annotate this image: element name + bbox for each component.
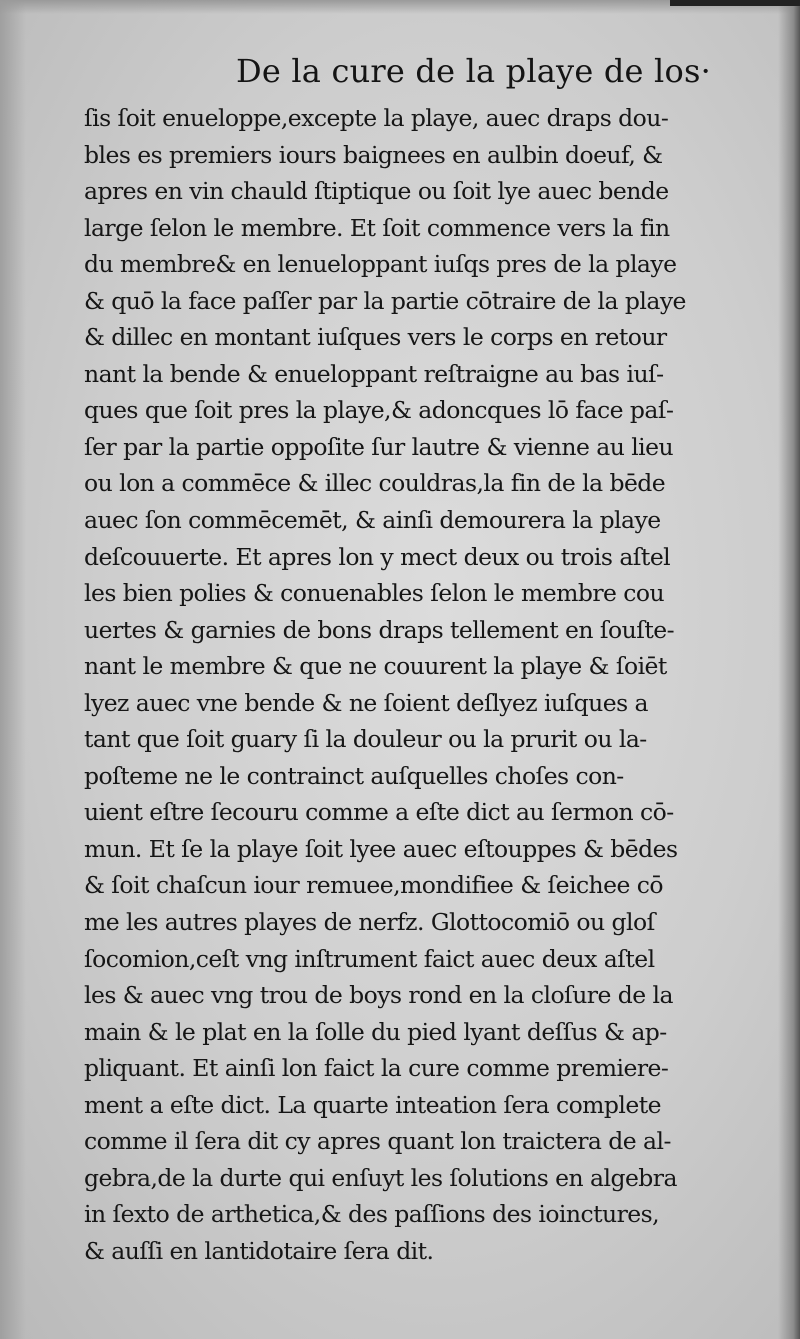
page-shadow-left — [0, 0, 26, 1339]
text-line: & dillec en montant iuſques vers le corps en retour — [84, 323, 667, 352]
body-text — [84, 100, 724, 1270]
text-line: poſteme ne le contrainct auſquelles choſes con- — [84, 761, 624, 790]
text-line: main & le plat en la ſolle du pied lyant deſſus & ap- — [84, 1017, 667, 1046]
text-line: ſer par la partie oppoſite ſur lautre & vienne au lieu — [84, 432, 674, 461]
text-line: lyez auec vne bende & ne ſoient deſlyez iuſques a — [84, 688, 648, 717]
text-line: deſcouuerte. Et apres lon y mect deux ou trois aſtel — [84, 542, 671, 571]
text-line: mun. Et ſe la playe ſoit lyee auec eſtouppes & bēdes — [84, 834, 678, 863]
text-line: & quō la face paſſer par la partie cōtraire de la playe — [84, 286, 686, 315]
text-line: ques que ſoit pres la playe,& adoncques lō face paſ- — [84, 396, 674, 425]
text-line: ou lon a commēce & illec couldras,la fin de la bēde — [84, 469, 666, 498]
page-edge-mark — [670, 0, 800, 6]
text-line: me les autres playes de nerfz. Glottocomiō ou gloſ — [84, 908, 655, 937]
text-line: du membre& en lenueloppant iuſqs pres de la playe — [84, 250, 677, 279]
running-head: De la cure de la playe de los· — [236, 52, 711, 90]
text-line: comme il ſera dit cy apres quant lon traictera de al- — [84, 1127, 671, 1156]
text-line: bles es premiers iours baignees en aulbin doeuf, & — [84, 140, 663, 169]
text-line: tant que ſoit guary ſi la douleur ou la prurit ou la- — [84, 725, 647, 754]
text-line: ſis ſoit enueloppe,excepte la playe, auec draps dou- — [84, 104, 669, 132]
page-edge-right — [778, 0, 800, 1339]
text-line: apres en vin chauld ſtiptique ou ſoit lye auec bende — [84, 177, 669, 206]
text-line: gebra,de la durte qui enſuyt les ſolutions en algebra — [84, 1163, 677, 1192]
text-line: ment a eſte dict. La quarte inteation ſera complete — [84, 1090, 661, 1119]
text-line: les bien polies & conuenables ſelon le membre cou — [84, 579, 665, 608]
text-line: uient eſtre ſecouru comme a eſte dict au ſermon cō- — [84, 798, 674, 827]
text-line: pliquant. Et ainſi lon faict la cure comme premiere- — [84, 1054, 669, 1083]
text-line: in ſexto de arthetica,& des paſſions des ioinctures, — [84, 1200, 660, 1229]
text-line: & auſſi en lantidotaire ſera dit. — [84, 1236, 434, 1265]
text-line: nant le membre & que ne couurent la playe & ſoiēt — [84, 652, 667, 681]
text-line: & ſoit chaſcun iour remuee,mondifiee & ſeichee cō — [84, 871, 663, 900]
text-line: les & auec vng trou de boys rond en la cloſure de la — [84, 981, 673, 1010]
text-line: nant la bende & enueloppant reſtraigne au bas iuſ- — [84, 359, 664, 388]
text-line: large ſelon le membre. Et ſoit commence vers la fin — [84, 213, 670, 242]
text-line: uertes & garnies de bons draps tellement en ſouſte- — [84, 615, 675, 644]
text-line: auec ſon commēcemēt, & ainſi demourera la playe — [84, 506, 661, 535]
text-line: ſocomion,ceſt vng inſtrument faict auec deux aſtel — [84, 944, 655, 973]
